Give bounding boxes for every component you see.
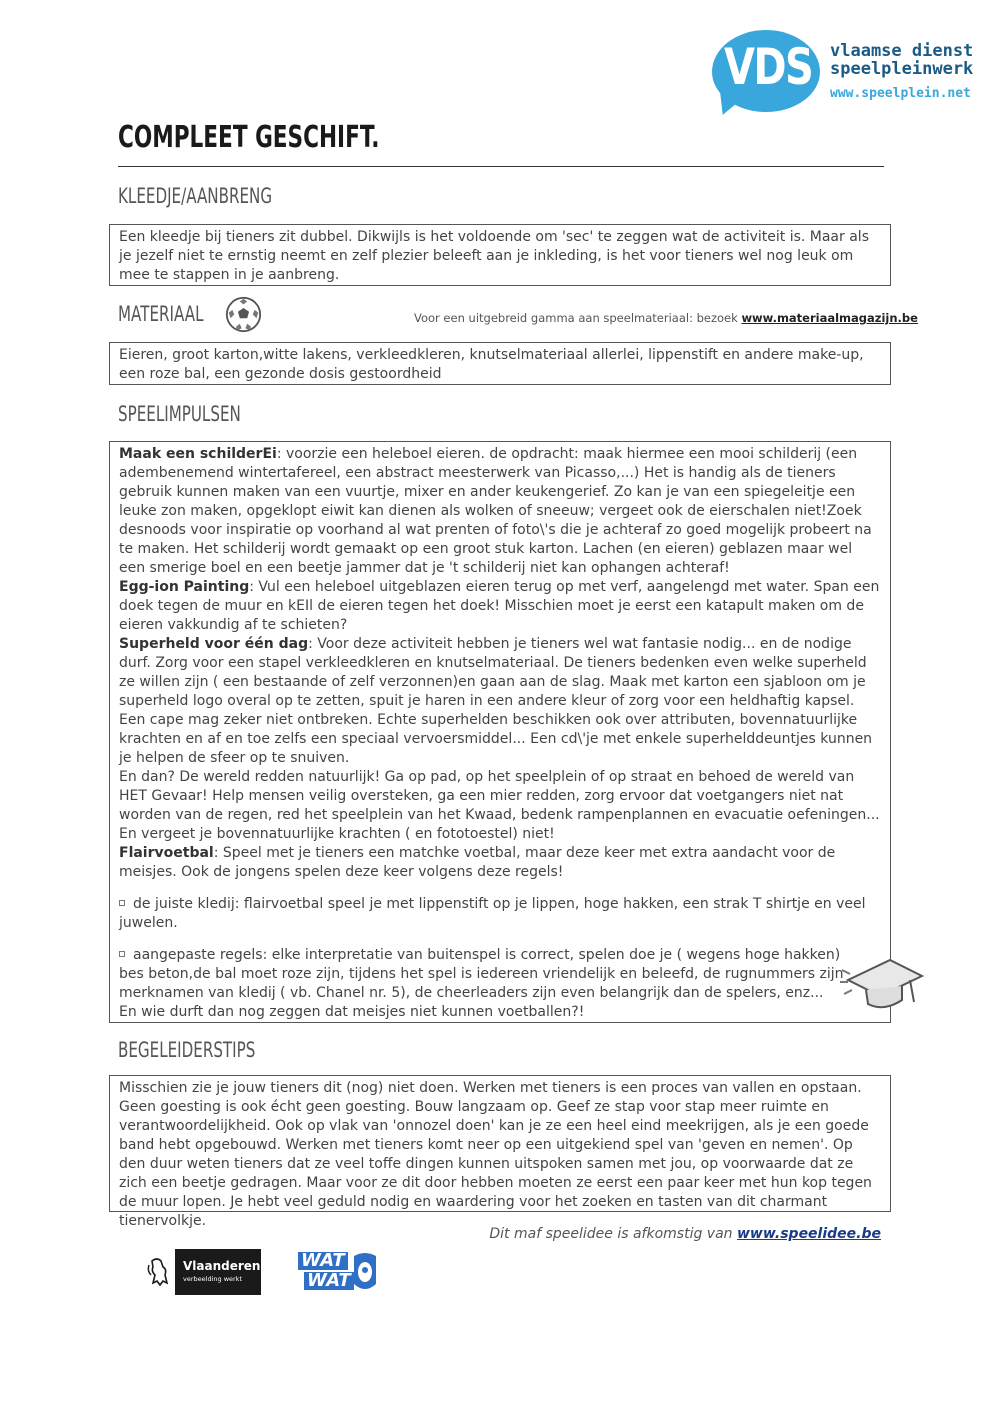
heading-speelimpulsen: SPEELIMPULSEN — [118, 402, 241, 426]
begeleiderstips-text: Misschien zie je jouw tieners dit (nog) niet doen. Werken met tieners is een proces van vallen en opstaan. Geen goesting is ook écht geen goesting. Bouw langzaam op. Geef ze stap voor stap meer ruimte en verantwoordelijkheid. Ook op vlak van 'onnozel doen' kan je ze een heel eind meekrijgen, als je een goede band hebt opgebouwd. Werken met tieners komt neer op een uitgekiend spel van 'geven en nemen'. Op den duur weten tieners dat ze veel toffe dingen kunnen uitspoken samen met jou, op voorwaarde dat ze zich een beetje gedragen. Maar voor ze dit door hebben moeten ze eerst een paar keer met hun kop tegen de muur lopen. Je hebt veel geduld nodig en waardering voor het zoeken en tasten van dit charmant tienervolkje. — [119, 1080, 872, 1229]
soccer-ball-icon — [225, 296, 262, 333]
impuls-egg-ion — [119, 578, 881, 635]
list-item — [119, 946, 881, 1003]
heading-materiaal: MATERIAAL — [118, 302, 204, 326]
kleedje-text: Een kleedje bij tieners zit dubbel. Dikwijls is het voldoende om 'sec' te zeggen wat de activiteit is. Maar als je jezelf niet te ernstig neemt en zelf plezier beleeft aan je inkleding, is het voor tieners wel nog leuk om mee te stappen in je aanbreng. — [119, 229, 869, 283]
bullet-icon — [119, 900, 125, 906]
logo-letters: VDS — [724, 38, 813, 96]
watwat-logo — [298, 1250, 380, 1294]
impuls-schilderei-title: Maak een schilderEi — [119, 446, 277, 462]
materiaal-text: Eieren, groot karton,witte lakens, verkleedkleren, knutselmateriaal allerlei, lippenstift en andere make-up, een roze bal, een gezonde dosis gestoordheid — [119, 347, 864, 382]
box-materiaal — [109, 342, 891, 385]
vlaanderen-logo — [143, 1249, 261, 1295]
box-kleedje — [109, 224, 891, 286]
watwat-line2: WAT — [304, 1272, 354, 1290]
list-item — [119, 895, 881, 933]
impuls-flairvoetbal-title: Flairvoetbal — [119, 845, 214, 861]
bullet-icon — [119, 951, 125, 957]
heading-begeleiderstips: BEGELEIDERSTIPS — [118, 1038, 256, 1062]
heading-kleedje: KLEEDJE/AANBRENG — [118, 184, 273, 208]
box-speelimpulsen — [109, 441, 891, 1023]
impuls-superheld — [119, 635, 881, 768]
vds-logo — [712, 30, 974, 120]
impuls-en-dan: En dan? De wereld redden natuurlijk! Ga op pad, op het speelplein of op straat en behoed de wereld van HET Gevaar! Help mensen veilig oversteken, ga een mier redden, zorg ervoor dat voetgangers niet nat worden van de regen, red het speelplein van het Kwaad, bedenk rampenplannen en evacuatie oefeningen... — [119, 769, 880, 823]
page-title: COMPLEET GESCHIFT. — [118, 120, 380, 155]
impuls-flairvoetbal — [119, 844, 881, 882]
impuls-superheld-text: : Voor deze activiteit hebben je tieners wel wat fantasie nodig... en de nodige durf. Zorg voor een stapel verkleedkleren en knutselmateriaal. De tieners bedenken even welke superheld ze willen zijn ( een bestaande of zelf verzonnen)en gaan aan de slag. Maak met karton een sjabloon om je superheld logo overal op te zetten, spuit je haren in een andere kleur of zorg voor een heldhaftig kapsel. Een cape mag zeker niet ontbreken. Echte superhelden beschikken ook over attributen, bovennatuurlijke krachten en af en toe zelfs een speciaal vervoersmiddel... Een cd\'je met enkele superhelddeuntjes kunnen je helpen de sfeer op te snuiven. — [119, 636, 873, 766]
footer-source-prefix: Dit maf speelidee is afkomstig van — [489, 1226, 737, 1242]
graduation-cap-icon — [840, 950, 924, 1016]
material-note — [414, 311, 918, 325]
impuls-slot: En wie durft dan nog zeggen dat meisjes niet kunnen voetballen?! — [119, 1004, 585, 1020]
vlaanderen-tagline: verbeelding werkt — [183, 1275, 242, 1283]
watwat-mascot-icon — [350, 1250, 380, 1294]
materiaalmagazijn-link[interactable]: www.materiaalmagazijn.be — [741, 311, 918, 325]
material-note-prefix: Voor een uitgebreid gamma aan speelmateriaal: bezoek — [414, 311, 742, 325]
bullet-kledij: de juiste kledij: flairvoetbal speel je met lippenstift op je lippen, hoge hakken, een strak T shirtje en veel juwelen. — [119, 896, 866, 931]
logo-name-line1: vlaamse dienst — [830, 41, 974, 61]
watwat-line1: WAT — [298, 1252, 348, 1270]
logo-organisation-name — [830, 42, 973, 78]
logo-name-line2: speelpleinwerk — [830, 59, 974, 79]
title-divider — [118, 166, 884, 167]
impuls-schilderei-text: : voorzie een heleboel eieren. de opdracht: maak hiermee een mooi schilderij (een adembenemend wintertafereel, een abstract meesterwerk van Picasso,...) Het is handig als de tieners gebruik kunnen maken van een vuurtje, mixer en ander keukengerief. Zo kan je van een spiegeleitje een leuke zon maken, opgeklopt eiwit kan dienen als wolken of sneeuw; vergeet ook de eierschalen niet!Zoek desnoods voor inspiratie op voorhand al wat prenten of foto\'s die je achteraf zo goed mogelijk probeert na te maken. Het schilderij wordt gemaakt op een groot stuk karton. Lachen (en eieren) geblazen maar wel een smerige boel en een beetje jammer dat je 't schilderij niet kan ophangen achteraf! — [119, 446, 872, 576]
impuls-schilderei — [119, 445, 881, 578]
bullet-regels: aangepaste regels: elke interpretatie van buitenspel is correct, spelen doe je ( wegens hoge hakken) bes beton,de bal moet roze zijn, tijdens het spel is iedereen vriendelijk en beleefd, de rugnummers zijn merknamen van kledij ( vb. Chanel nr. 5), de cheerleaders zijn even belangrijk dan de spelers, enz... — [119, 947, 844, 1001]
impuls-flairvoetbal-text: : Speel met je tieners een matchke voetbal, maar deze keer met extra aandacht voor de meisjes. Ook de jongens spelen deze keer volgens deze regels! — [119, 845, 836, 880]
footer-source — [489, 1226, 881, 1242]
speelidee-link[interactable]: www.speelidee.be — [736, 1226, 881, 1242]
logo-url[interactable]: www.speelplein.net — [830, 86, 971, 101]
flemish-lion-icon — [143, 1249, 175, 1295]
impuls-superheld-title: Superheld voor één dag — [119, 636, 309, 652]
impuls-egg-ion-text: : Vul een heleboel uitgeblazen eieren terug op met verf, aangelengd met water. Span een doek tegen de muur en kEIl de eieren tegen het doek! Misschien moet je eerst een katapult maken om de eieren vakkundig af te schieten? — [119, 579, 880, 633]
box-begeleiderstips — [109, 1075, 891, 1229]
flemish-lion-icon — [143, 1249, 175, 1295]
impuls-egg-ion-title: Egg-ion Painting — [119, 579, 250, 595]
impuls-vergeet: En vergeet je bovennatuurlijke krachten ( en fototoestel) niet! — [119, 826, 555, 842]
vlaanderen-label: Vlaanderen — [183, 1259, 261, 1273]
